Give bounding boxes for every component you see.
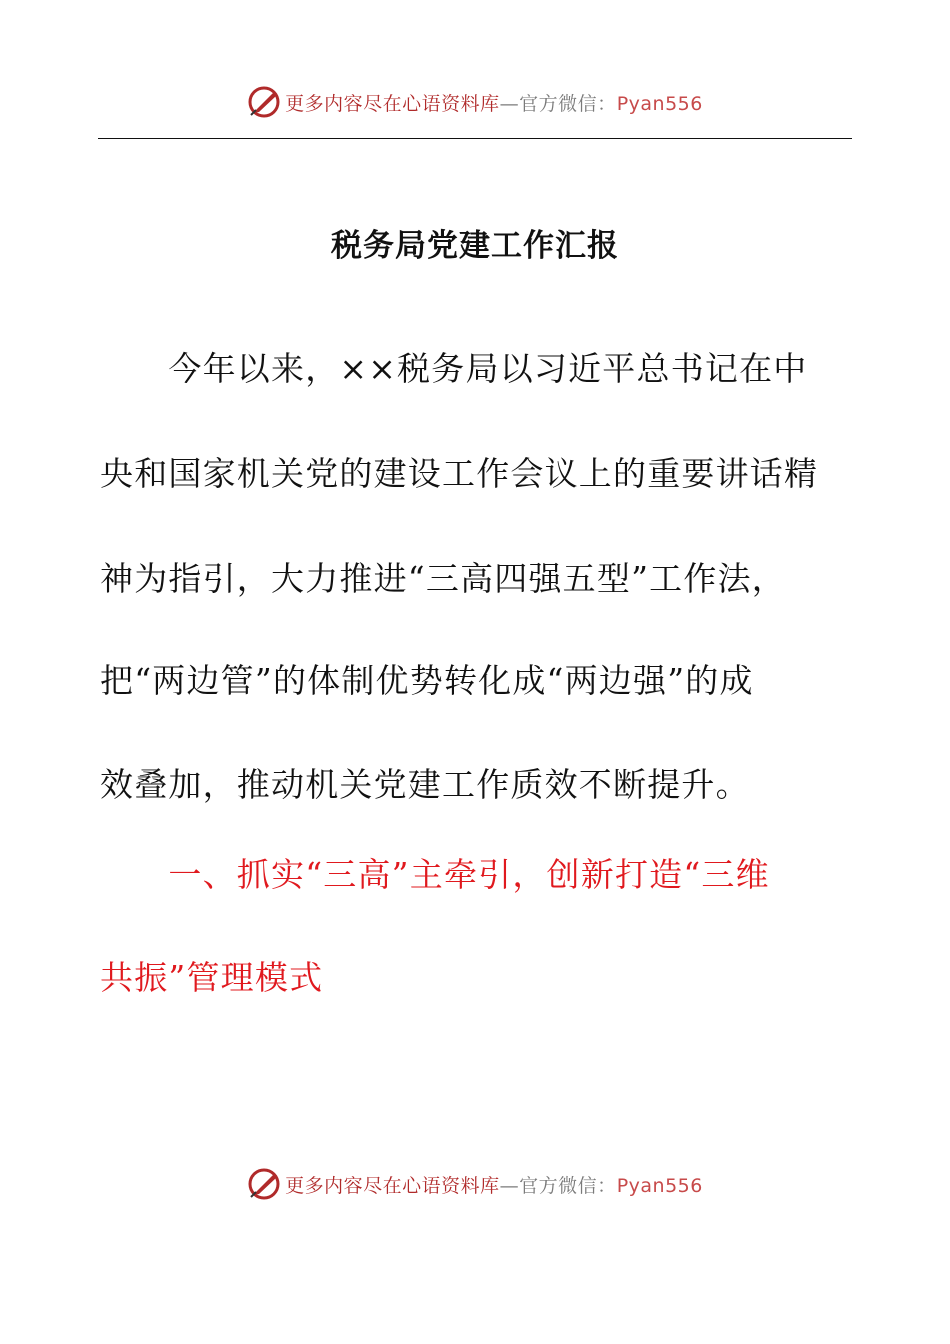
paragraph-line-3: 神为指引，大力推进“三高四强五型”工作法， — [100, 559, 786, 598]
section-heading-line-1: 一、抓实“三高”主牵引，创新打造“三维 — [100, 855, 770, 894]
banner-contact-label: —官方微信： — [499, 1174, 617, 1197]
footer-banner — [0, 1162, 950, 1206]
banner-wechat-id: Pyan556 — [616, 92, 703, 115]
banner-text — [285, 1171, 703, 1198]
banner-contact-label: —官方微信： — [499, 92, 617, 115]
banner-text — [285, 89, 703, 116]
banner-wechat-id: Pyan556 — [616, 1174, 703, 1197]
paragraph-line-1: 今年以来，××税务局以习近平总书记在中 — [100, 349, 808, 388]
document-title: 税务局党建工作汇报 — [331, 228, 619, 264]
header-banner — [0, 80, 950, 124]
banner-brand-text: 更多内容尽在心语资料库 — [285, 1174, 500, 1197]
paragraph-line-4: 把“两边管”的体制优势转化成“两边强”的成 — [100, 661, 754, 700]
paragraph-line-2: 央和国家机关党的建设工作会议上的重要讲话精 — [100, 454, 819, 493]
paragraph-line-5: 效叠加，推动机关党建工作质效不断提升。 — [100, 765, 750, 804]
header-divider — [98, 138, 852, 139]
quill-logo-icon — [247, 85, 281, 119]
banner-brand-text: 更多内容尽在心语资料库 — [285, 92, 500, 115]
quill-logo-icon — [247, 1167, 281, 1201]
section-heading-line-2: 共振”管理模式 — [100, 958, 324, 997]
